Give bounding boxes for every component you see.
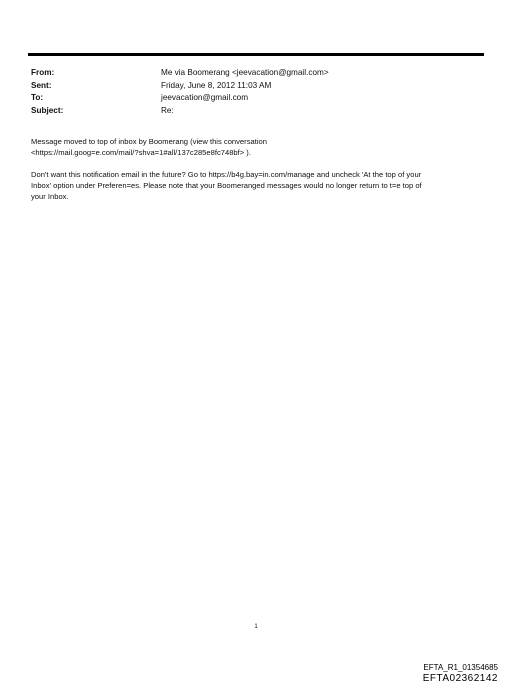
- from-value: Me via Boomerang <jeevacation@gmail.com>: [161, 68, 329, 77]
- page-number: 1: [254, 624, 258, 630]
- sent-label: Sent:: [31, 80, 52, 90]
- document-stamp: [423, 662, 498, 685]
- subject-row: [31, 105, 481, 118]
- from-label: From:: [31, 68, 55, 77]
- stamp-id-secondary: EFTA02362142: [422, 673, 498, 684]
- message-paragraph-1: [31, 137, 486, 159]
- sent-row: [31, 80, 481, 93]
- subject-label: Subject:: [31, 105, 64, 115]
- paragraph-1-line-1: Message moved to top of inbox by Boomerang (view this conversation: [31, 137, 267, 146]
- email-header: [31, 67, 481, 117]
- conversation-link[interactable]: <https://mail.goog=e.com/mail/?shva=1#all/137c285e8fc748bf> ).: [31, 147, 251, 157]
- to-value: jeevacation@gmail.com: [161, 93, 249, 102]
- paragraph-2-line-2: Inbox' option under Preferen=es. Please note that your Boomeranged messages would no longer return to t=e top of: [31, 180, 422, 190]
- to-row: [31, 92, 481, 105]
- from-row: [31, 67, 481, 80]
- sent-value: Friday, June 8, 2012 11:03 AM: [161, 80, 272, 90]
- stamp-id-primary: EFTA_R1_01354685: [423, 663, 498, 672]
- header-divider: [28, 53, 484, 56]
- to-label: To:: [31, 93, 44, 102]
- message-paragraph-2: [31, 170, 486, 202]
- subject-value: Re:: [161, 105, 174, 115]
- paragraph-2-line-3: your Inbox.: [31, 191, 69, 201]
- paragraph-2-line-1: Don't want this notification email in the future? Go to https://b4g.bay=in.com/manage and uncheck 'At the top of your: [31, 170, 422, 179]
